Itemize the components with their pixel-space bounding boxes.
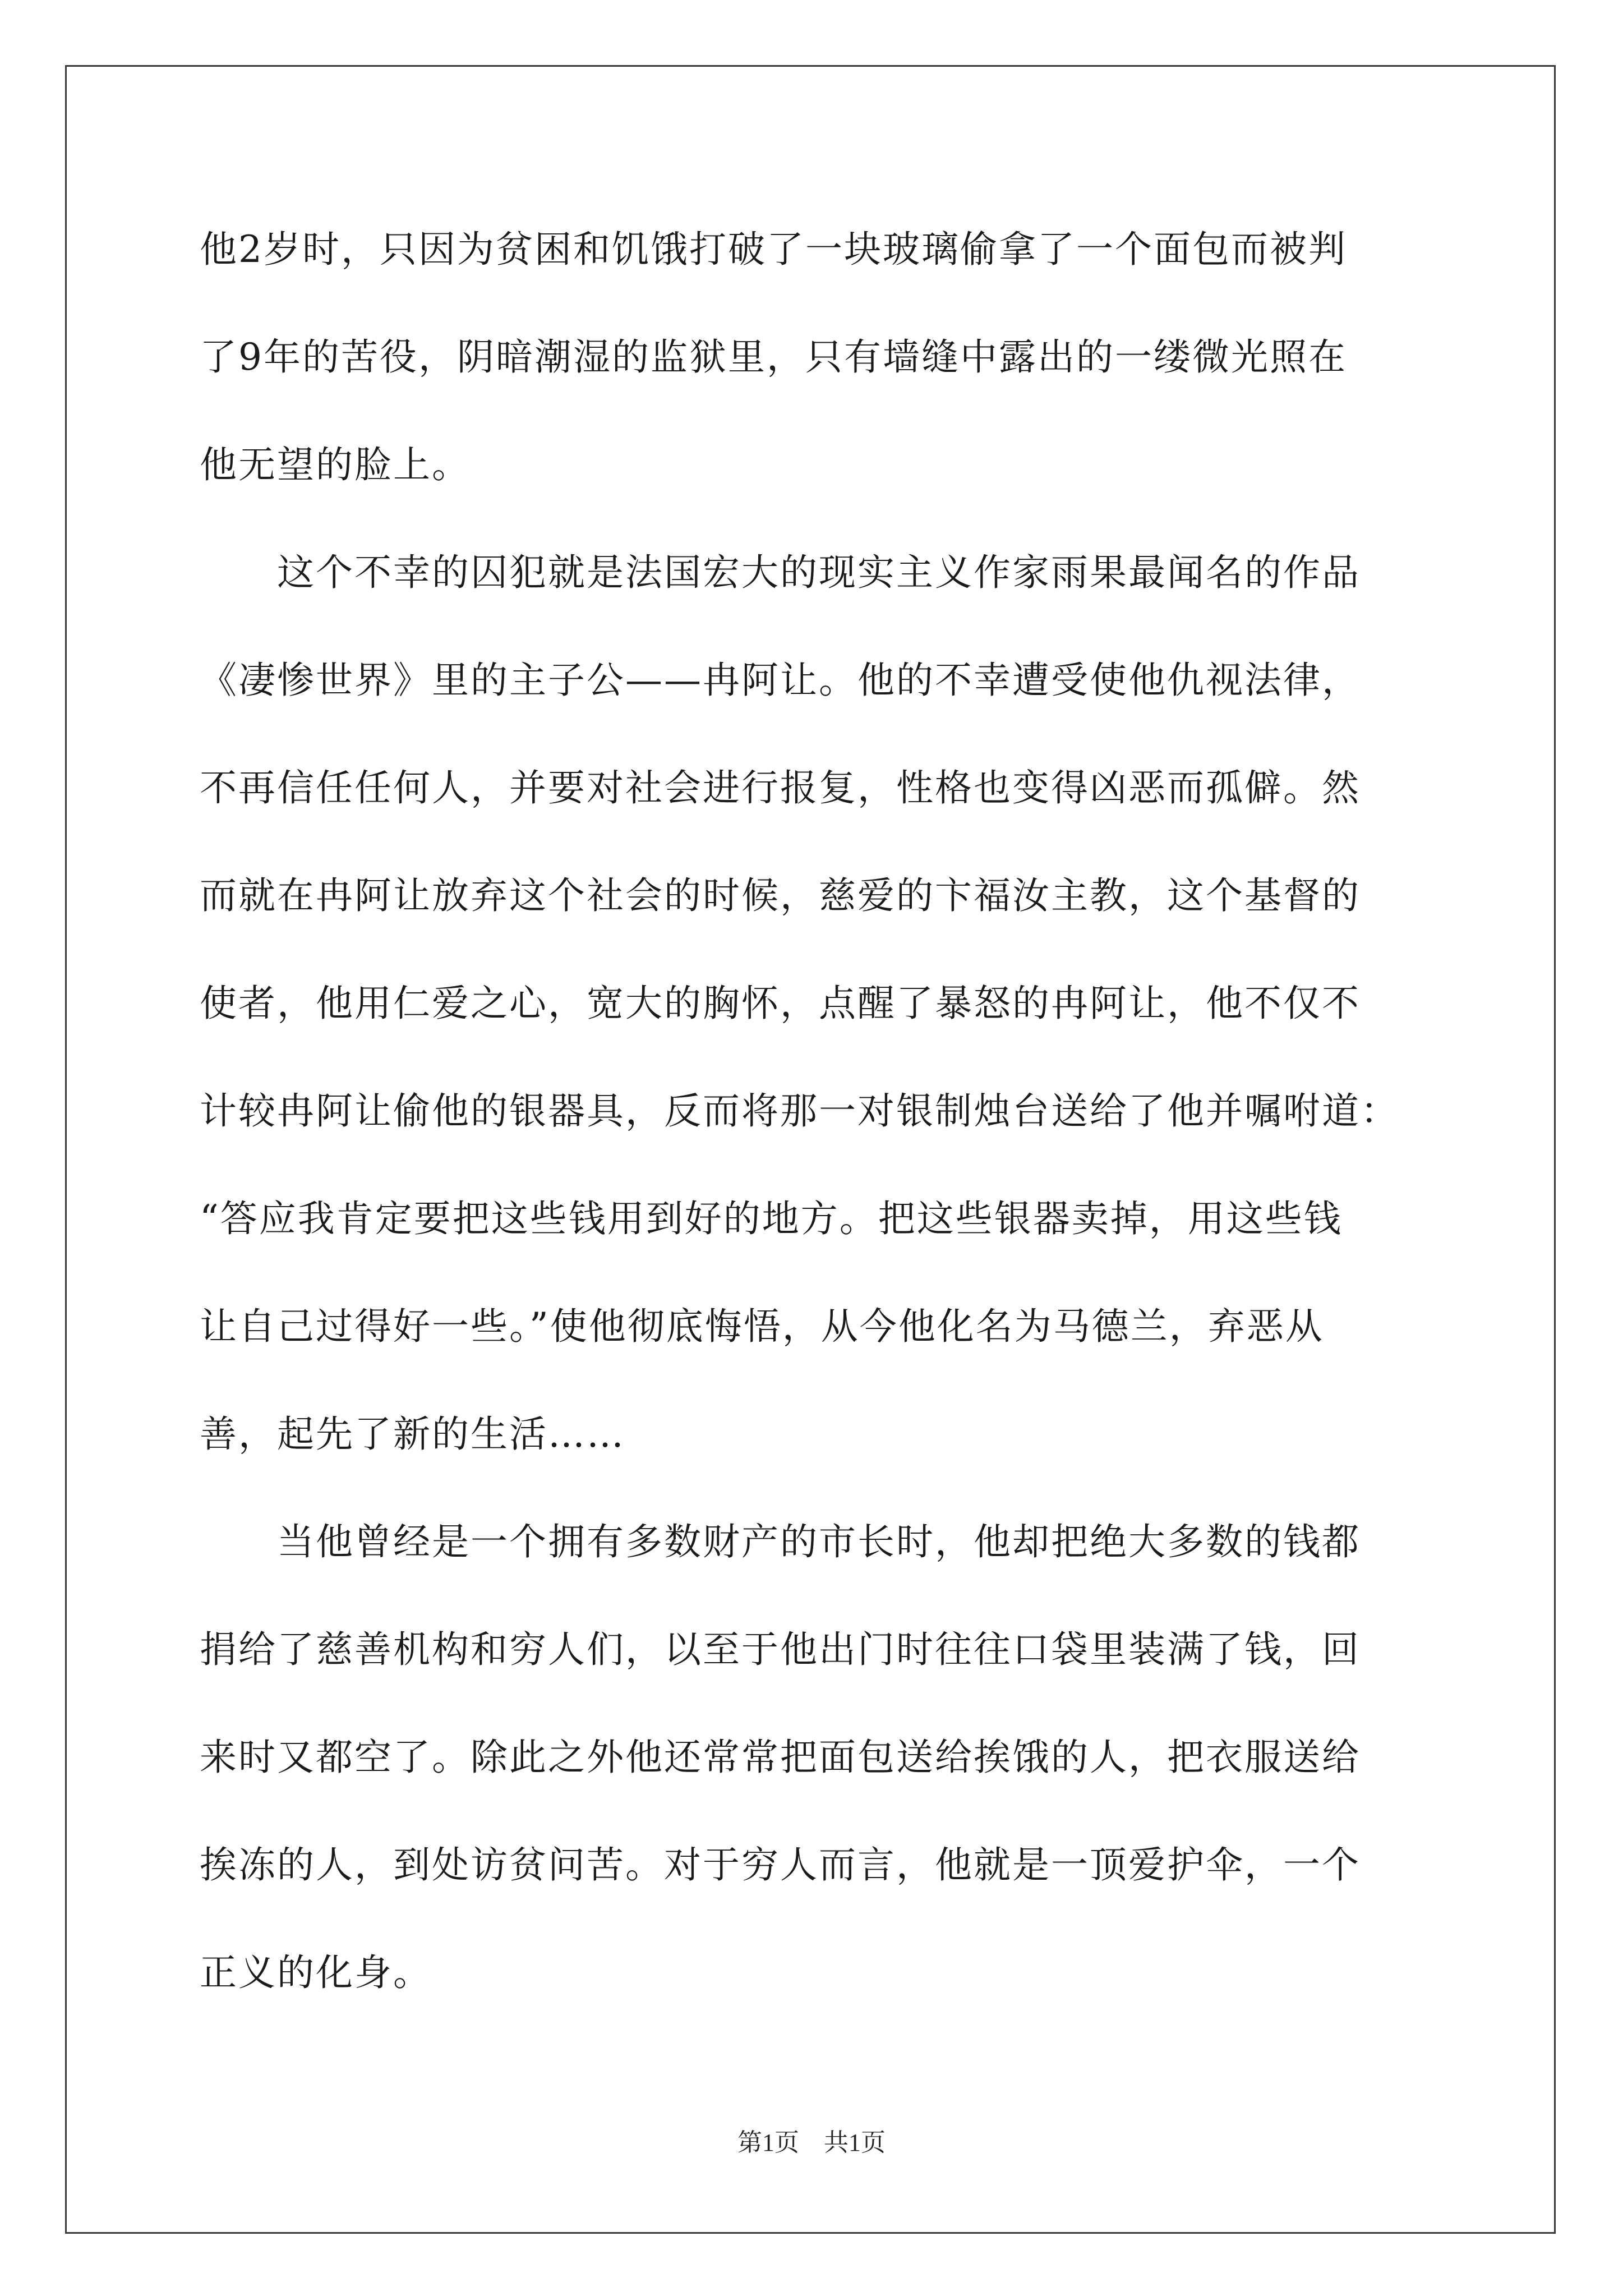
text-line: 使者，他用仁爱之心，宽大的胸怀，点醒了暴怒的冉阿让，他不仅不 [200,982,1361,1025]
text-line: 当他曾经是一个拥有多数财产的市长时，他却把绝大多数的钱都 [200,1520,1361,1563]
text-line: 善，起先了新的生活…… [200,1412,625,1456]
text-line: “答应我肯定要把这些钱用到好的地方。把这些银器卖掉，用这些钱 [200,1197,1343,1240]
text-line: 他2岁时，只因为贫困和饥饿打破了一块玻璃偷拿了一个面包而被判 [200,228,1347,271]
text-line: 不再信任任何人，并要对社会进行报复，性格也变得凶恶而孤僻。然 [200,766,1361,809]
page-border [65,65,1556,2234]
text-line: 《凄惨世界》里的主子公——冉阿让。他的不幸遭受使他仇视法律， [200,659,1361,702]
text-line: 计较冉阿让偷他的银器具，反而将那一对银制烛台送给了他并嘱咐道： [200,1089,1399,1133]
text-line: 让自己过得好一些。”使他彻底悔悟，从今他化名为马德兰，弃恶从 [200,1305,1324,1348]
text-line: 这个不幸的囚犯就是法国宏大的现实主义作家雨果最闻名的作品 [200,551,1361,594]
text-line: 他无望的脸上。 [200,443,471,486]
page-total: 共1页 [824,2129,886,2156]
text-line: 捐给了慈善机构和穷人们，以至于他出门时往往口袋里装满了钱，回 [200,1628,1361,1671]
text-line: 挨冻的人，到处访贫问苦。对于穷人而言，他就是一顶爱护伞，一个 [200,1843,1361,1887]
page-number: 第1页 [737,2129,799,2156]
text-line: 正义的化身。 [200,1951,432,1994]
page-footer [0,2127,1623,2159]
text-line: 来时又都空了。除此之外他还常常把面包送给挨饿的人，把衣服送给 [200,1736,1361,1779]
text-line: 而就在冉阿让放弃这个社会的时候，慈爱的卞福汝主教，这个基督的 [200,874,1361,917]
text-line: 了9年的苦役，阴暗潮湿的监狱里，只有墙缝中露出的一缕微光照在 [200,335,1347,379]
